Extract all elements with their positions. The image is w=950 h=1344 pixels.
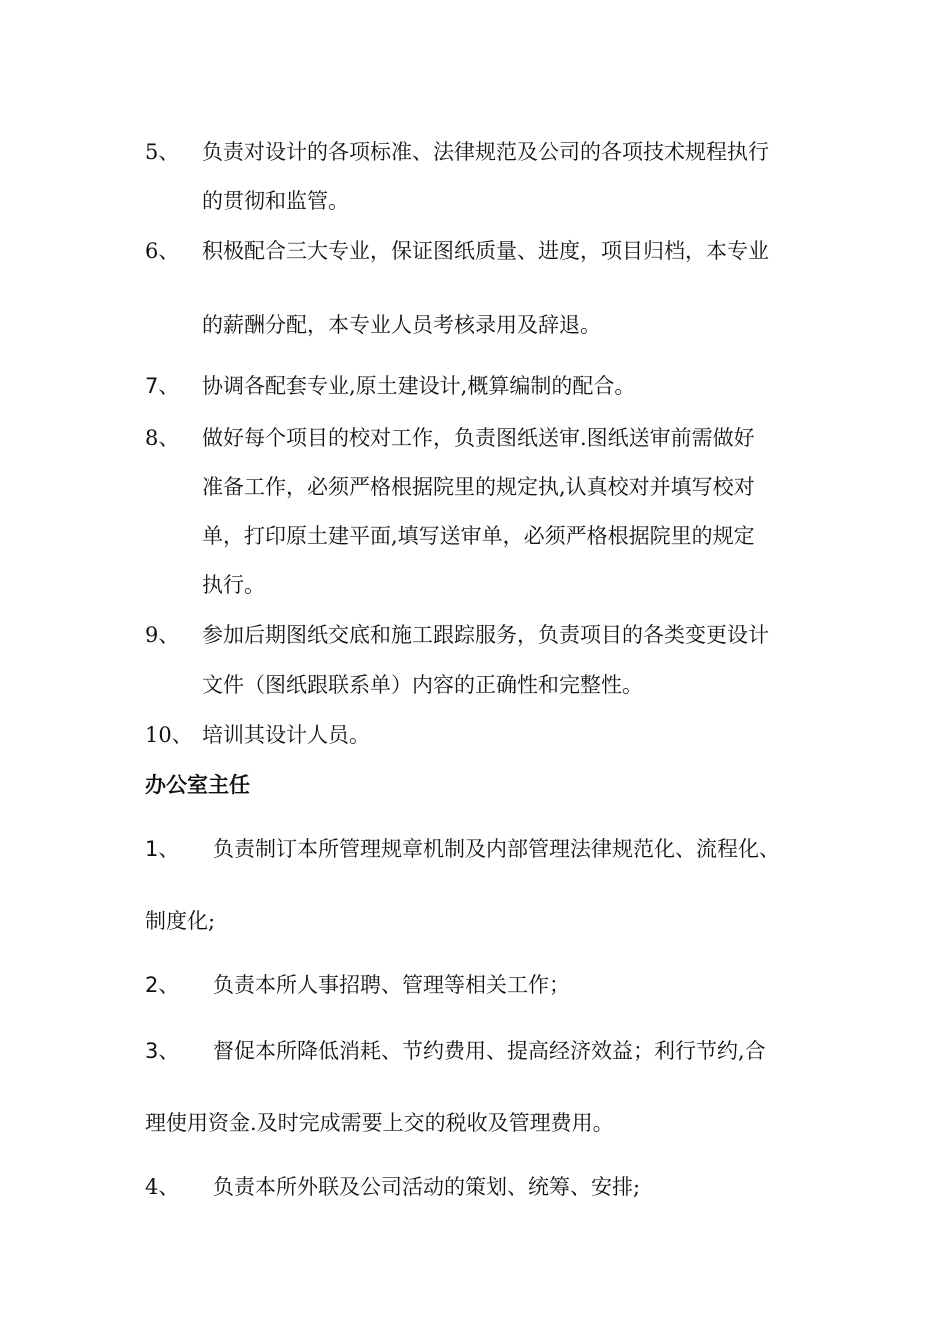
item-number: 2、	[145, 973, 180, 997]
item-number: 4、	[145, 1175, 180, 1199]
item-text-line: 负责制订本所管理规章机制及内部管理法律规范化、流程化、	[213, 837, 780, 861]
item-text-line: 负责本所人事招聘、管理等相关工作；	[213, 973, 570, 997]
item-text-line: 负责本所外联及公司活动的策划、统筹、安排;	[213, 1175, 641, 1199]
item-text-line: 准备工作，必须严格根据院里的规定执,认真校对并填写校对	[202, 475, 755, 499]
item-text-line: 单，打印原土建平面,填写送审单，必须严格根据院里的规定	[202, 524, 755, 548]
item-text-line: 培训其设计人员。	[202, 723, 370, 747]
item-number: 9、	[145, 623, 180, 647]
item-number: 1、	[145, 837, 180, 861]
item-text-line: 的薪酬分配，本专业人员考核录用及辞退。	[202, 313, 601, 337]
item-text-line: 文件（图纸跟联系单）内容的正确性和完整性。	[202, 673, 643, 697]
item-text-line: 协调各配套专业,原土建设计,概算编制的配合。	[202, 374, 636, 398]
item-number: 8、	[145, 426, 180, 450]
item-text-line: 积极配合三大专业，保证图纸质量、进度，项目归档，本专业	[202, 239, 769, 263]
item-text-line: 负责对设计的各项标准、法律规范及公司的各项技术规程执行	[202, 140, 769, 164]
item-text-line: 的贯彻和监管。	[202, 189, 349, 213]
item-text-line: 制度化;	[145, 909, 216, 933]
item-number: 10、	[145, 723, 193, 747]
item-number: 5、	[145, 140, 180, 164]
item-text-line: 督促本所降低消耗、节约费用、提高经济效益；利行节约,合	[213, 1039, 766, 1063]
item-text-line: 理使用资金.及时完成需要上交的税收及管理费用。	[145, 1111, 614, 1135]
item-text-line: 做好每个项目的校对工作，负责图纸送审.图纸送审前需做好	[202, 426, 755, 450]
section-heading: 办公室主任	[145, 773, 250, 797]
item-number: 7、	[145, 374, 180, 398]
item-number: 6、	[145, 239, 180, 263]
item-text-line: 执行。	[202, 573, 265, 597]
item-number: 3、	[145, 1039, 180, 1063]
item-text-line: 参加后期图纸交底和施工跟踪服务，负责项目的各类变更设计	[202, 623, 769, 647]
